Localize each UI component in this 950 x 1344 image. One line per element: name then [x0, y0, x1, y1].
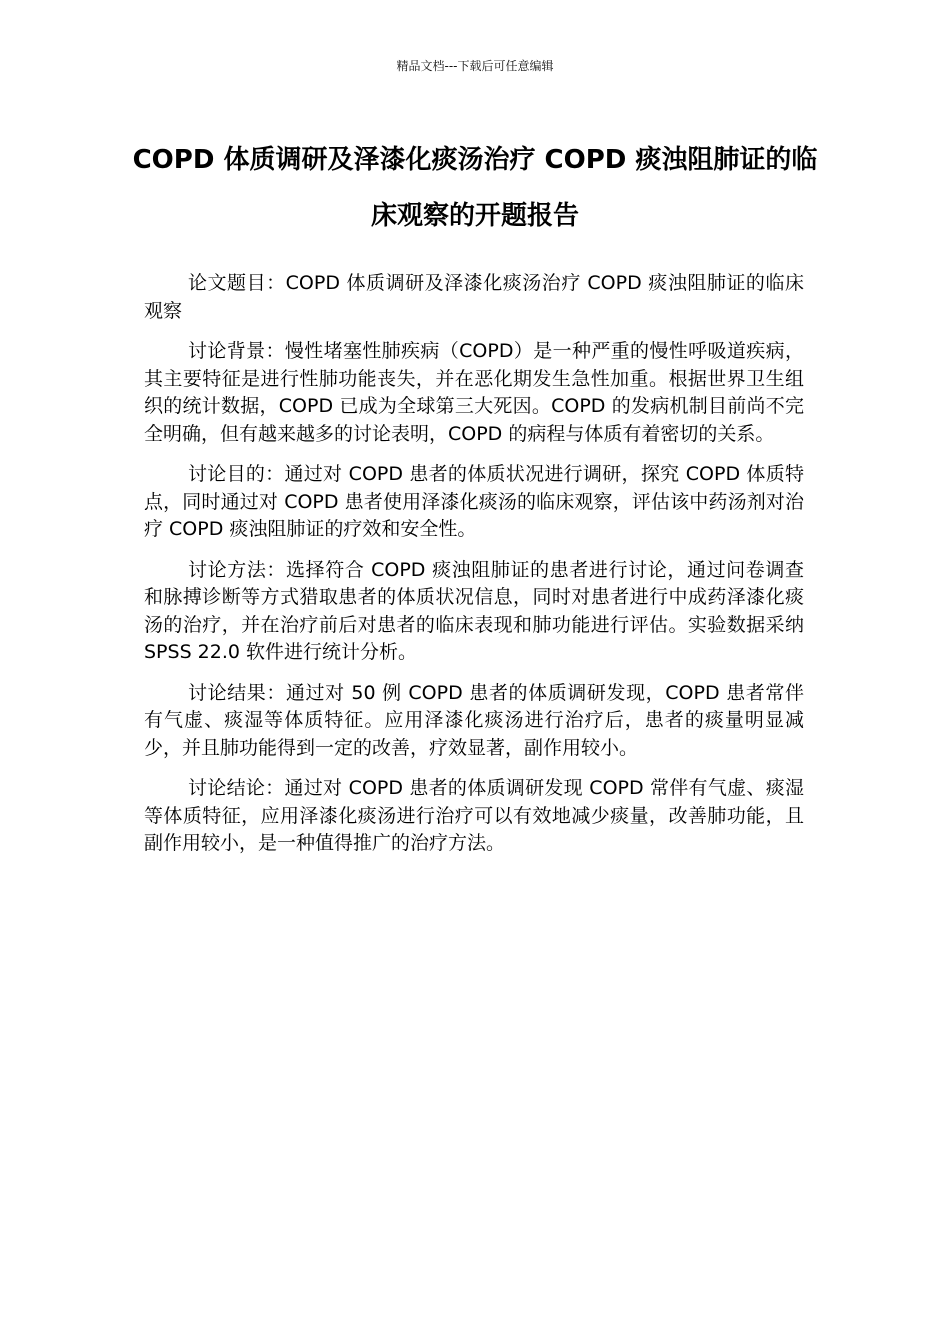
- paragraph-thesis-title: 论文题目：COPD 体质调研及泽漆化痰汤治疗 COPD 痰浊阻肺证的临床观察: [144, 272, 804, 322]
- paragraph-methods: 讨论方法：选择符合 COPD 痰浊阻肺证的患者进行讨论，通过问卷调查和脉搏诊断等方式猎取患者的体质状况信息，同时对患者进行中成药泽漆化痰汤的治疗，并在治疗前后对患者的临床表现和肺功能进行评估。实验数据采纳 SPSS 22.0 软件进行统计分析。: [144, 558, 804, 663]
- paragraph-purpose: 讨论目的：通过对 COPD 患者的体质状况进行调研，探究 COPD 体质特点，同时通过对 COPD 患者使用泽漆化痰汤的临床观察，评估该中药汤剂对治疗 COPD 痰浊阻肺证的疗效和安全性。: [144, 463, 804, 540]
- paragraph-conclusion: 讨论结论：通过对 COPD 患者的体质调研发现 COPD 常伴有气虚、痰湿等体质特征，应用泽漆化痰汤进行治疗可以有效地减少痰量，改善肺功能，且副作用较小，是一种值得推广的治疗方法。: [144, 777, 804, 854]
- paragraph-background: 讨论背景：慢性堵塞性肺疾病（COPD）是一种严重的慢性呼吸道疾病，其主要特征是进行性肺功能丧失，并在恶化期发生急性加重。根据世界卫生组织的统计数据，COPD 已成为全球第三大死因。COPD 的发病机制目前尚不完全明确，但有越来越多的讨论表明，COPD 的病程与体质有着密切的关系。: [144, 340, 804, 445]
- document-title: COPD 体质调研及泽漆化痰汤治疗 COPD 痰浊阻肺证的临床观察的开题报告: [132, 145, 818, 231]
- document-body: [144, 270, 804, 871]
- header-note: 精品文档---下载后可任意编辑: [396, 59, 554, 73]
- paragraph-results: 讨论结果：通过对 50 例 COPD 患者的体质调研发现，COPD 患者常伴有气虚、痰湿等体质特征。应用泽漆化痰汤进行治疗后，患者的痰量明显减少，并且肺功能得到一定的改善，疗效显著，副作用较小。: [144, 681, 804, 759]
